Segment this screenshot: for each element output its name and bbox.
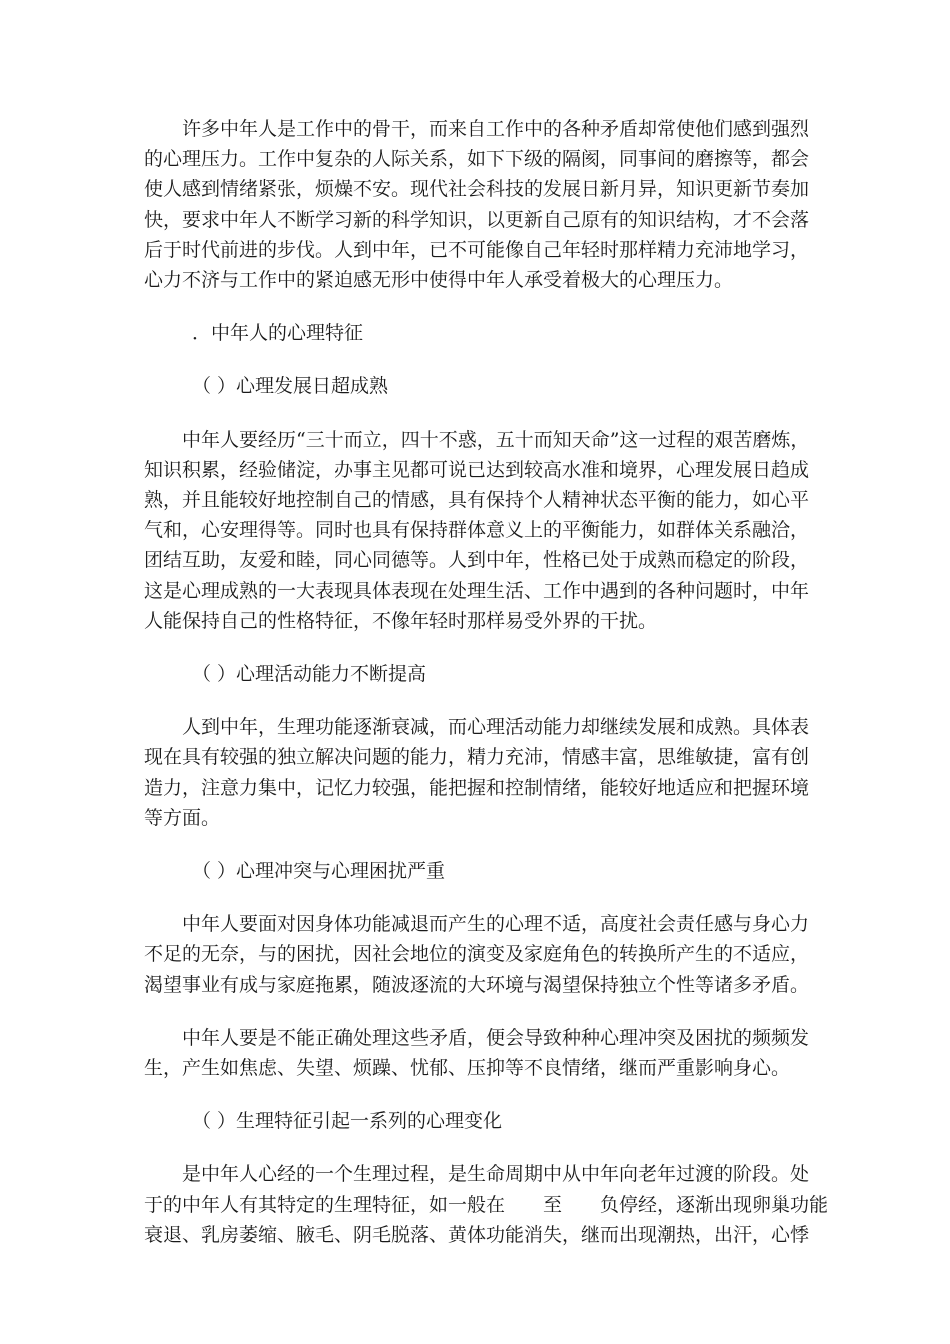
text-line: 等方面。 <box>144 806 221 829</box>
text-line: 人能保持自己的性格特征，不像年轻时那样易受外界的干扰。 <box>144 609 658 632</box>
text-line: 团结互助，友爱和睦，同心同德等。人到中年，性格已处于成熟而稳定的阶段， <box>144 549 810 572</box>
paragraph-consequence <box>144 1023 808 1083</box>
text-line: 现在具有较强的独立解决问题的能力，精力充沛，情感丰富，思维敏捷，富有创 <box>144 746 810 769</box>
subsection-heading: （ ）生理特征引起一系列的心理变化 <box>192 1110 503 1133</box>
text-line: 的心理压力。工作中复杂的人际关系，如下下级的隔阂，同事间的磨擦等，都会 <box>144 148 810 171</box>
text-line: 是中年人心经的一个生理过程，是生命周期中从中年向老年过渡的阶段。处 <box>182 1163 810 1186</box>
text-line: 熟，并且能较好地控制自己的情感，具有保持个人精神状态平衡的能力，如心平 <box>144 489 810 512</box>
document-page <box>144 114 829 1273</box>
text-line: 中年人要是不能正确处理这些矛盾，便会导致种种心理冲突及困扰的频频发 <box>182 1026 810 1049</box>
text-line: 不足的无奈，与的困扰，因社会地位的演变及家庭角色的转换所产生的不适应， <box>144 943 810 966</box>
paragraph-physiology <box>144 1159 829 1250</box>
subsection-heading: （ ）心理发展日超成熟 <box>192 375 389 398</box>
paragraph-work-pressure <box>144 114 808 295</box>
text-line: 心力不济与工作中的紧迫感无形中使得中年人承受着极大的心理压力。 <box>144 269 734 292</box>
text-line: 于的中年人有其特定的生理特征，如一般在 至 负停经，逐渐出现卵巢功能 <box>144 1193 829 1216</box>
subsection-heading: （ ）心理冲突与心理困扰严重 <box>192 860 446 883</box>
text-line: 快，要求中年人不断学习新的科学知识，以更新自己原有的知识结构，才不会落 <box>144 208 810 231</box>
paragraph-conflict <box>144 909 808 1000</box>
text-line: 人到中年，生理功能逐渐衰减，而心理活动能力却继续发展和成熟。具体表 <box>182 716 810 739</box>
text-line: 这是心理成熟的一大表现具体表现在处理生活、工作中遇到的各种问题时，中年 <box>144 579 810 602</box>
text-line: 渴望事业有成与家庭拖累，随波逐流的大环境与渴望保持独立个性等诸多矛盾。 <box>144 973 810 996</box>
text-line: 知识积累，经验储淀，办事主见都可说已达到较高水准和境界，心理发展日趋成 <box>144 458 810 481</box>
text-line: 中年人要经历“三十而立，四十不惑，五十而知天命”这一过程的艰苦磨炼， <box>182 428 810 451</box>
paragraph-maturity <box>144 425 808 636</box>
text-line: 气和，心安理得等。同时也具有保持群体意义上的平衡能力，如群体关系融洽， <box>144 519 810 542</box>
section-heading: ．中年人的心理特征 <box>192 322 364 345</box>
text-line: 后于时代前进的步伐。人到中年，已不可能像自己年轻时那样精力充沛地学习， <box>144 238 810 261</box>
text-line: 衰退、乳房萎缩、腋毛、阴毛脱落、黄体功能消失，继而出现潮热，出汗，心悸 <box>144 1223 810 1246</box>
text-line: 使人感到情绪紧张，烦燥不安。现代社会科技的发展日新月异，知识更新节奏加 <box>144 178 810 201</box>
text-line: 许多中年人是工作中的骨干，而来自工作中的各种矛盾却常使他们感到强烈 <box>182 118 810 140</box>
text-line: 造力，注意力集中，记忆力较强，能把握和控制情绪，能较好地适应和把握环境 <box>144 776 810 799</box>
subsection-heading: （ ）心理活动能力不断提高 <box>192 663 427 686</box>
paragraph-ability <box>144 712 808 833</box>
text-line: 生，产生如焦虑、失望、烦躁、忧郁、压抑等不良情绪，继而严重影响身心。 <box>144 1057 791 1080</box>
text-line: 中年人要面对因身体功能减退而产生的心理不适，高度社会责任感与身心力 <box>182 913 810 936</box>
